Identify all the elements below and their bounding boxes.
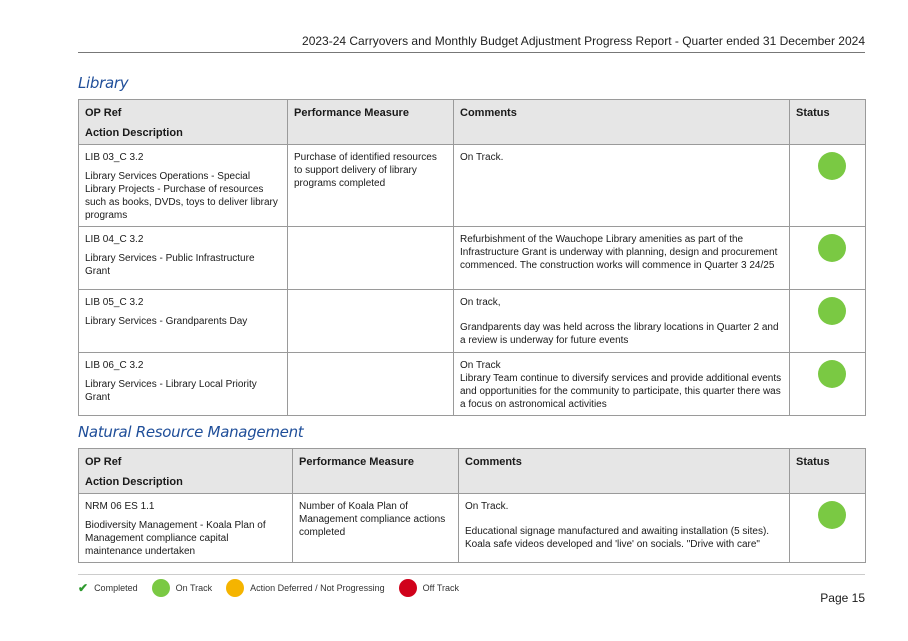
- status-cell: [790, 290, 866, 353]
- op-ref-cell: LIB 03_C 3.2 Library Services Operations - Special Library Projects - Purchase of resources such as books, DVDs, toys to deliver library programs: [79, 145, 288, 227]
- status-on-track-icon: [818, 297, 846, 325]
- status-on-track-icon: [818, 234, 846, 262]
- library-table: [78, 99, 866, 416]
- section-title-natural-resource-management: Natural Resource Management: [78, 423, 304, 441]
- table-header-row: [79, 100, 866, 145]
- measure-cell: [288, 353, 454, 416]
- comments-cell: On Track.: [454, 145, 790, 227]
- table-row: [79, 227, 866, 290]
- op-ref-cell: LIB 05_C 3.2 Library Services - Grandparents Day: [79, 290, 288, 353]
- measure-cell: Number of Koala Plan of Management compliance actions completed: [293, 494, 459, 563]
- legend-item-off-track: Off Track: [399, 579, 459, 597]
- table-row: [79, 145, 866, 227]
- comments-cell: On Track. Educational signage manufactured and awaiting installation (5 sites). Koala safe videos developed and 'live' on socials. "Drive with care": [459, 494, 790, 563]
- col-header-comments: Comments: [459, 449, 790, 494]
- col-header-measure: Performance Measure: [288, 100, 454, 145]
- comments-cell: On Track Library Team continue to diversify services and provide additional events and opportunities for the community to participate, this quarter there was a focus on astronomical activities: [454, 353, 790, 416]
- status-on-track-icon: [818, 501, 846, 529]
- table-row: [79, 494, 866, 563]
- op-ref-cell: LIB 04_C 3.2 Library Services - Public Infrastructure Grant: [79, 227, 288, 290]
- col-header-op-ref: OP Ref Action Description: [79, 100, 288, 145]
- col-header-op-ref: OP Ref Action Description: [79, 449, 293, 494]
- col-header-status: Status: [790, 449, 866, 494]
- status-cell: [790, 494, 866, 563]
- legend-item-completed: ✔ Completed: [78, 581, 138, 595]
- legend-item-deferred: Action Deferred / Not Progressing: [226, 579, 385, 597]
- green-dot-icon: [152, 579, 170, 597]
- op-ref-cell: LIB 06_C 3.2 Library Services - Library Local Priority Grant: [79, 353, 288, 416]
- nrm-table: [78, 448, 866, 563]
- table-header-row: [79, 449, 866, 494]
- status-cell: [790, 353, 866, 416]
- status-on-track-icon: [818, 152, 846, 180]
- report-header: 2023-24 Carryovers and Monthly Budget Adjustment Progress Report - Quarter ended 31 December 2024: [78, 34, 865, 53]
- table-row: [79, 290, 866, 353]
- page-number: Page 15: [820, 591, 865, 605]
- measure-cell: [288, 227, 454, 290]
- table-row: [79, 353, 866, 416]
- amber-dot-icon: [226, 579, 244, 597]
- op-ref-cell: NRM 06 ES 1.1 Biodiversity Management - Koala Plan of Management compliance capital maintenance undertaken: [79, 494, 293, 563]
- status-cell: [790, 145, 866, 227]
- legend-item-on-track: On Track: [152, 579, 213, 597]
- status-on-track-icon: [818, 360, 846, 388]
- red-dot-icon: [399, 579, 417, 597]
- col-header-status: Status: [790, 100, 866, 145]
- col-header-comments: Comments: [454, 100, 790, 145]
- status-legend: [78, 574, 865, 597]
- status-cell: [790, 227, 866, 290]
- checkmark-icon: ✔: [78, 581, 89, 595]
- col-header-measure: Performance Measure: [293, 449, 459, 494]
- measure-cell: Purchase of identified resources to support delivery of library programs completed: [288, 145, 454, 227]
- section-title-library: Library: [78, 74, 129, 92]
- measure-cell: [288, 290, 454, 353]
- comments-cell: On track, Grandparents day was held across the library locations in Quarter 2 and a review is underway for future events: [454, 290, 790, 353]
- comments-cell: Refurbishment of the Wauchope Library amenities as part of the Infrastructure Grant is underway with planning, design and procurement commenced. The construction works will commence in Quarter 3 24/25: [454, 227, 790, 290]
